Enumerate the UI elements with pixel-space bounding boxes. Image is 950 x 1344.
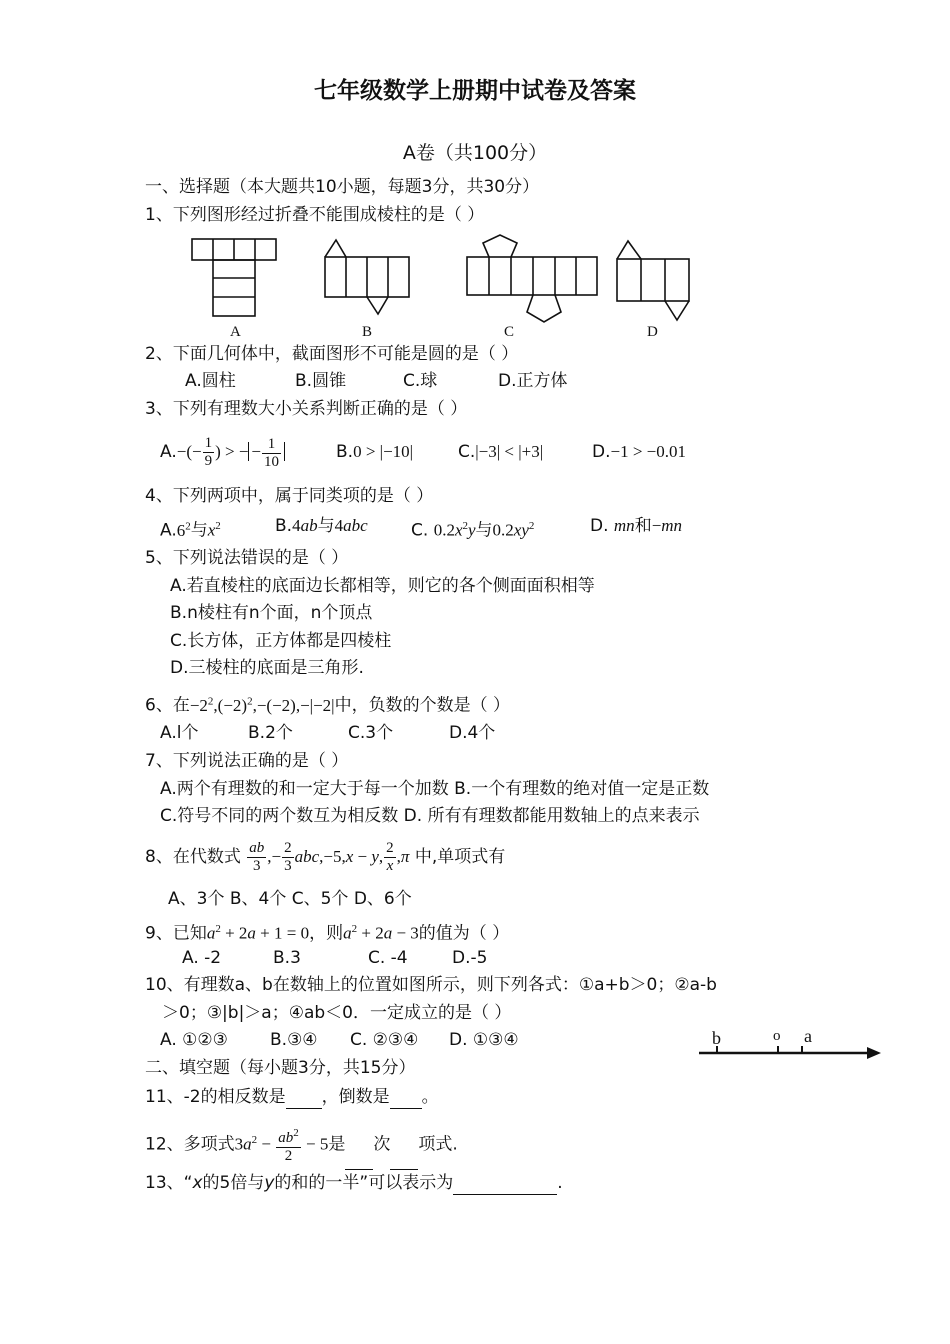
question-7-stem: 7、下列说法正确的是（ ） bbox=[145, 751, 349, 771]
question-3-stem: 3、下列有理数大小关系判断正确的是（ ） bbox=[145, 399, 468, 419]
q7-options-line-2: C.符号不同的两个数互为相反数 D. 所有有理数都能用数轴上的点来表示 bbox=[160, 806, 700, 826]
q2-option-d: D.正方体 bbox=[498, 371, 568, 391]
q8-stem-pre: 8、在代数式 bbox=[145, 847, 241, 867]
q10-option-d: D. ①③④ bbox=[449, 1030, 519, 1050]
axis-label-b: b bbox=[712, 1028, 721, 1048]
q1-figures bbox=[185, 232, 705, 342]
question-13 bbox=[145, 1172, 563, 1195]
net-figure-d bbox=[617, 241, 689, 320]
q6-option-a: A.l个 bbox=[160, 723, 199, 743]
q13-text-mid-2: 的和的一半”可以表示为 bbox=[274, 1173, 454, 1193]
q10-option-a: A. ①②③ bbox=[160, 1030, 228, 1050]
q8-stem-post: 中,单项式有 bbox=[414, 847, 506, 867]
q5-option-d: D.三棱柱的底面是三角形. bbox=[170, 658, 364, 678]
q3-option-d bbox=[592, 441, 686, 463]
q4-option-d-label: D. bbox=[590, 516, 609, 536]
q13-var-x: x bbox=[192, 1173, 203, 1193]
question-12: 12、多项式$3a^2$ − $\frac{ab^2}{2}$ − 5是 次 项式. bbox=[145, 1116, 458, 1164]
axis-label-a: a bbox=[804, 1026, 812, 1046]
section-1-heading: 一、选择题（本大题共10小题，每题3分，共30分） bbox=[145, 177, 540, 197]
q9-option-c: C. -4 bbox=[368, 948, 408, 968]
figure-label-c: C bbox=[504, 324, 515, 340]
q3-option-c bbox=[458, 441, 543, 463]
q4-with-c: 与 bbox=[475, 520, 493, 541]
q4-option-a: $A.6^2$与$x^2$ bbox=[160, 520, 221, 541]
q11-blank-1[interactable] bbox=[286, 1086, 322, 1109]
q12-text-mid-2: 次 bbox=[373, 1134, 391, 1155]
question-1-stem: 1、下列图形经过折叠不能围成棱柱的是（ ） bbox=[145, 205, 485, 225]
q8-options: A、3个 B、4个 C、5个 D、6个 bbox=[168, 889, 412, 909]
q4-with-a: 与 bbox=[190, 520, 208, 541]
figure-label-b: B bbox=[362, 324, 373, 340]
net-figure-a bbox=[192, 239, 276, 316]
question-10-line-2: ＞0；③|b|＞a；④ab＜0．一定成立的是（ ） bbox=[162, 1003, 512, 1023]
q9-stem-mid: ，则 bbox=[309, 923, 344, 944]
q6-option-b: B.2个 bbox=[248, 723, 293, 743]
q11-text-post: 。 bbox=[421, 1087, 439, 1107]
q3-option-b bbox=[336, 441, 413, 463]
q12-text-mid-1: 是 bbox=[328, 1134, 346, 1155]
q4-option-d: D. mn和−mn bbox=[590, 516, 683, 536]
q5-option-a: A.若直棱柱的底面边长都相等，则它的各个侧面面积相等 bbox=[170, 576, 595, 596]
q12-blank-2[interactable] bbox=[390, 1121, 418, 1170]
question-9-stem: 9、已知$a^2 + 2a + 1 = 0$，则$a^2 + 2a - 3$的值为（ ） bbox=[145, 923, 510, 944]
q3-option-b-label: B. bbox=[336, 442, 354, 462]
q4-with-b: 与 bbox=[317, 516, 335, 536]
axis-label-origin: o bbox=[773, 1028, 781, 1044]
net-figure-b bbox=[325, 240, 409, 314]
section-2-heading: 二、填空题（每小题3分，共15分） bbox=[145, 1058, 416, 1078]
q2-option-a: A.圆柱 bbox=[185, 371, 236, 391]
q11-text-mid: ，倒数是 bbox=[321, 1087, 390, 1107]
question-4-stem: 4、下列两项中，属于同类项的是（ ） bbox=[145, 486, 434, 506]
net-figure-c bbox=[467, 235, 597, 322]
q11-blank-2[interactable] bbox=[390, 1086, 422, 1109]
q9-stem-pre: 9、已知 bbox=[145, 923, 207, 944]
q12-text-pre: 12、多项式 bbox=[145, 1134, 235, 1155]
question-8-stem: 8、在代数式 $\frac{ab}{3}$ ,− $\frac{2}{3}$ abc,−5,x − y, $\frac{2}{x}$ ,π 中,单项式有 bbox=[145, 839, 506, 874]
q6-stem-pre: 6、在 bbox=[145, 695, 190, 716]
q3-option-d-label: D. bbox=[592, 442, 611, 462]
q13-text-mid-1: 的5倍与 bbox=[202, 1173, 265, 1193]
q13-text-pre: 13、“ bbox=[145, 1173, 193, 1193]
q4-option-a-label: A. bbox=[160, 520, 177, 541]
q3-option-a-label: A. bbox=[160, 442, 177, 462]
q10-option-b: B.③④ bbox=[270, 1030, 318, 1050]
q3-option-c-math: |−3| < |+3| bbox=[475, 442, 544, 461]
q10-option-c: C. ②③④ bbox=[350, 1030, 419, 1050]
q4-option-c: C. $0.2x^2y$与$0.2xy^2$ bbox=[411, 520, 535, 541]
q3-option-c-label: C. bbox=[458, 442, 476, 462]
q3-option-d-math: −1 > −0.01 bbox=[610, 442, 687, 461]
q6-option-c: C.3个 bbox=[348, 723, 394, 743]
page-title: 七年级数学上册期中试卷及答案 bbox=[314, 78, 636, 104]
q3-option-b-math: 0 > |−10| bbox=[353, 442, 414, 461]
q13-blank[interactable] bbox=[453, 1172, 557, 1195]
q2-option-b: B.圆锥 bbox=[295, 371, 347, 391]
figure-label-a: A bbox=[230, 324, 241, 340]
q9-stem-post: 的值为（ ） bbox=[418, 923, 510, 944]
q5-option-c: C.长方体，正方体都是四棱柱 bbox=[170, 631, 392, 651]
q9-option-a: A. -2 bbox=[182, 948, 222, 968]
question-6-stem: 6、在$-2^2,(-2)^2,-(-2),-|-2|$中，负数的个数是（ ） bbox=[145, 695, 510, 716]
question-10-line-1: 10、有理数a、b在数轴上的位置如图所示，则下列各式：①a+b＞0；②a-b bbox=[145, 975, 717, 995]
q6-option-d: D.4个 bbox=[449, 723, 496, 743]
q9-option-d: D.-5 bbox=[452, 948, 488, 968]
q9-option-b: B.3 bbox=[273, 948, 301, 968]
q2-option-c: C.球 bbox=[403, 371, 438, 391]
figure-label-d: D bbox=[647, 324, 658, 340]
number-line bbox=[695, 1022, 890, 1067]
q13-text-post: . bbox=[557, 1173, 563, 1193]
q12-blank-1[interactable] bbox=[345, 1121, 373, 1170]
q5-option-b: B.n棱柱有n个面，n个顶点 bbox=[170, 603, 373, 623]
section-subtitle: A卷（共100分） bbox=[402, 142, 548, 164]
q4-option-c-label: C. bbox=[411, 520, 429, 541]
q6-stem-post: 中，负数的个数是（ ） bbox=[334, 695, 510, 716]
question-5-stem: 5、下列说法错误的是（ ） bbox=[145, 548, 349, 568]
question-11 bbox=[145, 1086, 439, 1109]
q13-var-y: y bbox=[264, 1173, 275, 1193]
q11-text-pre: 11、-2的相反数是 bbox=[145, 1087, 286, 1107]
q12-text-post: 项式. bbox=[418, 1134, 458, 1155]
q4-and: 和 bbox=[634, 516, 652, 536]
q7-options-line-1: A.两个有理数的和一定大于每一个加数 B.一个有理数的绝对值一定是正数 bbox=[160, 779, 710, 799]
q4-option-b-label: B. bbox=[275, 516, 293, 536]
question-2-stem: 2、下面几何体中，截面图形不可能是圆的是（ ） bbox=[145, 344, 519, 364]
q3-option-a: A.−(− $\frac{1}{9}$ ) > − − $\frac{1}{10}$ bbox=[160, 430, 285, 474]
q4-option-b: B.4ab与4abc bbox=[275, 516, 368, 536]
